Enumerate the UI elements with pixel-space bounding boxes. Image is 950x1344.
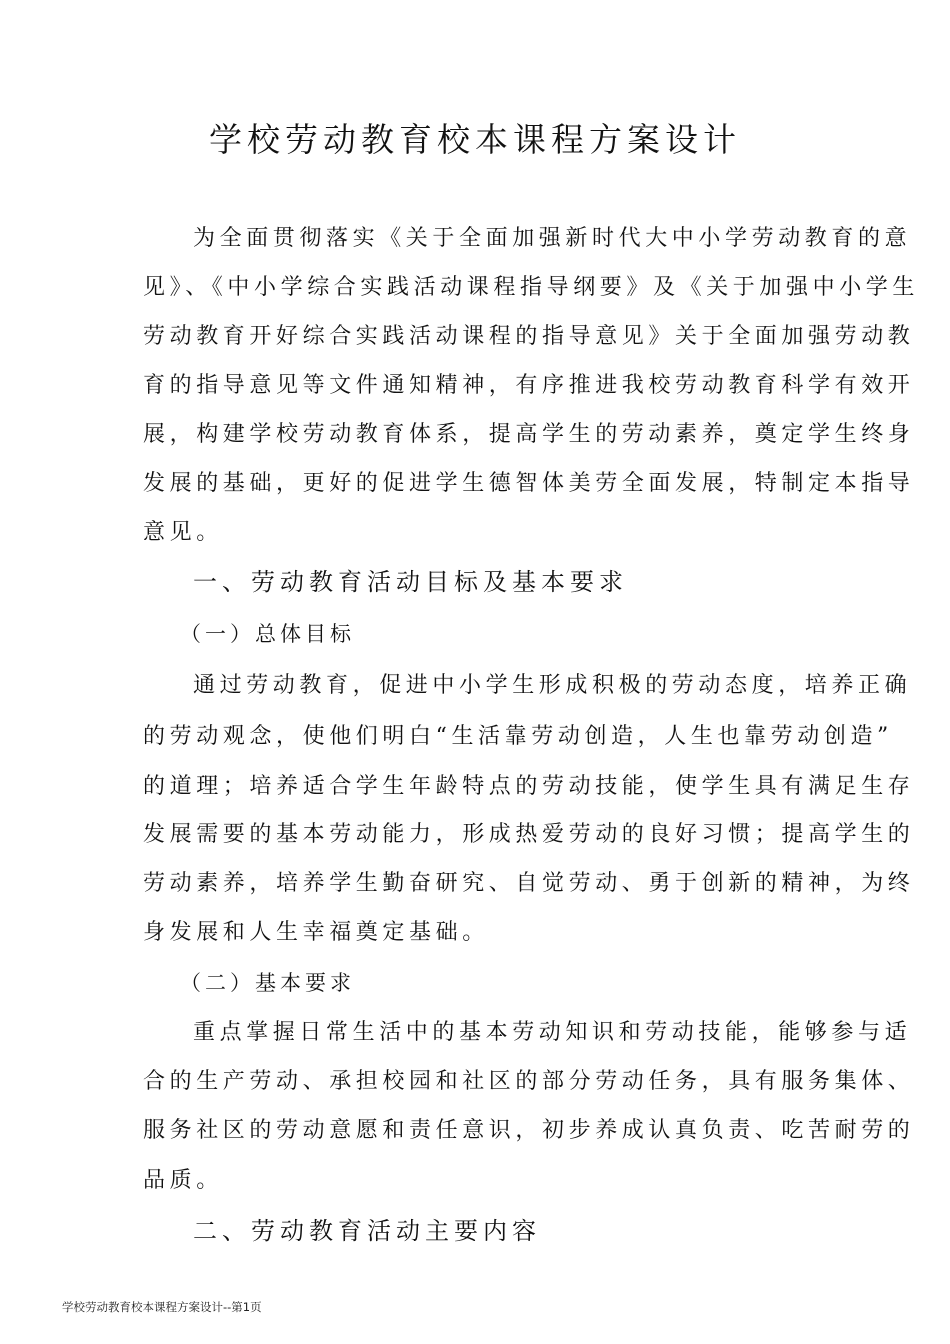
paragraph-line: 通过劳动教育，促进中小学生形成积极的劳动态度，培养正确 xyxy=(193,673,912,698)
paragraph-line: 见》、《中小学综合实践活动课程指导纲要》及《关于加强中小学生 xyxy=(143,275,920,300)
section-heading-1: 一、劳动教育活动目标及基本要求 xyxy=(193,568,628,596)
paragraph-line: 的道理；培养适合学生年龄特点的劳动技能，使学生具有满足生存 xyxy=(143,774,915,799)
paragraph-line: 育的指导意见等文件通知精神，有序推进我校劳动教育科学有效开 xyxy=(143,373,915,398)
paragraph-line: 发展的基础，更好的促进学生德智体美劳全面发展，特制定本指导 xyxy=(143,471,915,496)
paragraph-line: 意见。 xyxy=(143,520,223,545)
subsection-heading-overall-goal: （一）总体目标 xyxy=(180,622,355,646)
paragraph-line: 重点掌握日常生活中的基本劳动知识和劳动技能，能够参与适 xyxy=(193,1020,912,1045)
subsection-heading-basic-requirements: （二）基本要求 xyxy=(180,971,355,995)
paragraph-line: 劳动素养，培养学生勤奋研究、自觉劳动、勇于创新的精神，为终 xyxy=(143,871,915,896)
page-footer: 学校劳动教育校本课程方案设计--第1页 xyxy=(62,1300,262,1314)
paragraph-line: 发展需要的基本劳动能力，形成热爱劳动的良好习惯；提高学生的 xyxy=(143,822,915,847)
section-heading-2: 二、劳动教育活动主要内容 xyxy=(193,1217,541,1245)
paragraph-line: 品质。 xyxy=(143,1168,223,1193)
paragraph-line: 劳动教育开好综合实践活动课程的指导意见》关于全面加强劳动教 xyxy=(143,324,915,349)
paragraph-line: 展，构建学校劳动教育体系，提高学生的劳动素养，奠定学生终身 xyxy=(143,422,915,447)
paragraph-line: 为全面贯彻落实《关于全面加强新时代大中小学劳动教育的意 xyxy=(193,226,912,251)
document-title: 学校劳动教育校本课程方案设计 xyxy=(209,120,741,159)
paragraph-line: 合的生产劳动、承担校园和社区的部分劳动任务，具有服务集体、 xyxy=(143,1069,915,1094)
paragraph-line: 服务社区的劳动意愿和责任意识，初步养成认真负责、吃苦耐劳的 xyxy=(143,1118,915,1143)
paragraph-line: 的劳动观念，使他们明白“生活靠劳动创造，人生也靠劳动创造” xyxy=(143,724,893,749)
paragraph-line: 身发展和人生幸福奠定基础。 xyxy=(143,920,489,945)
